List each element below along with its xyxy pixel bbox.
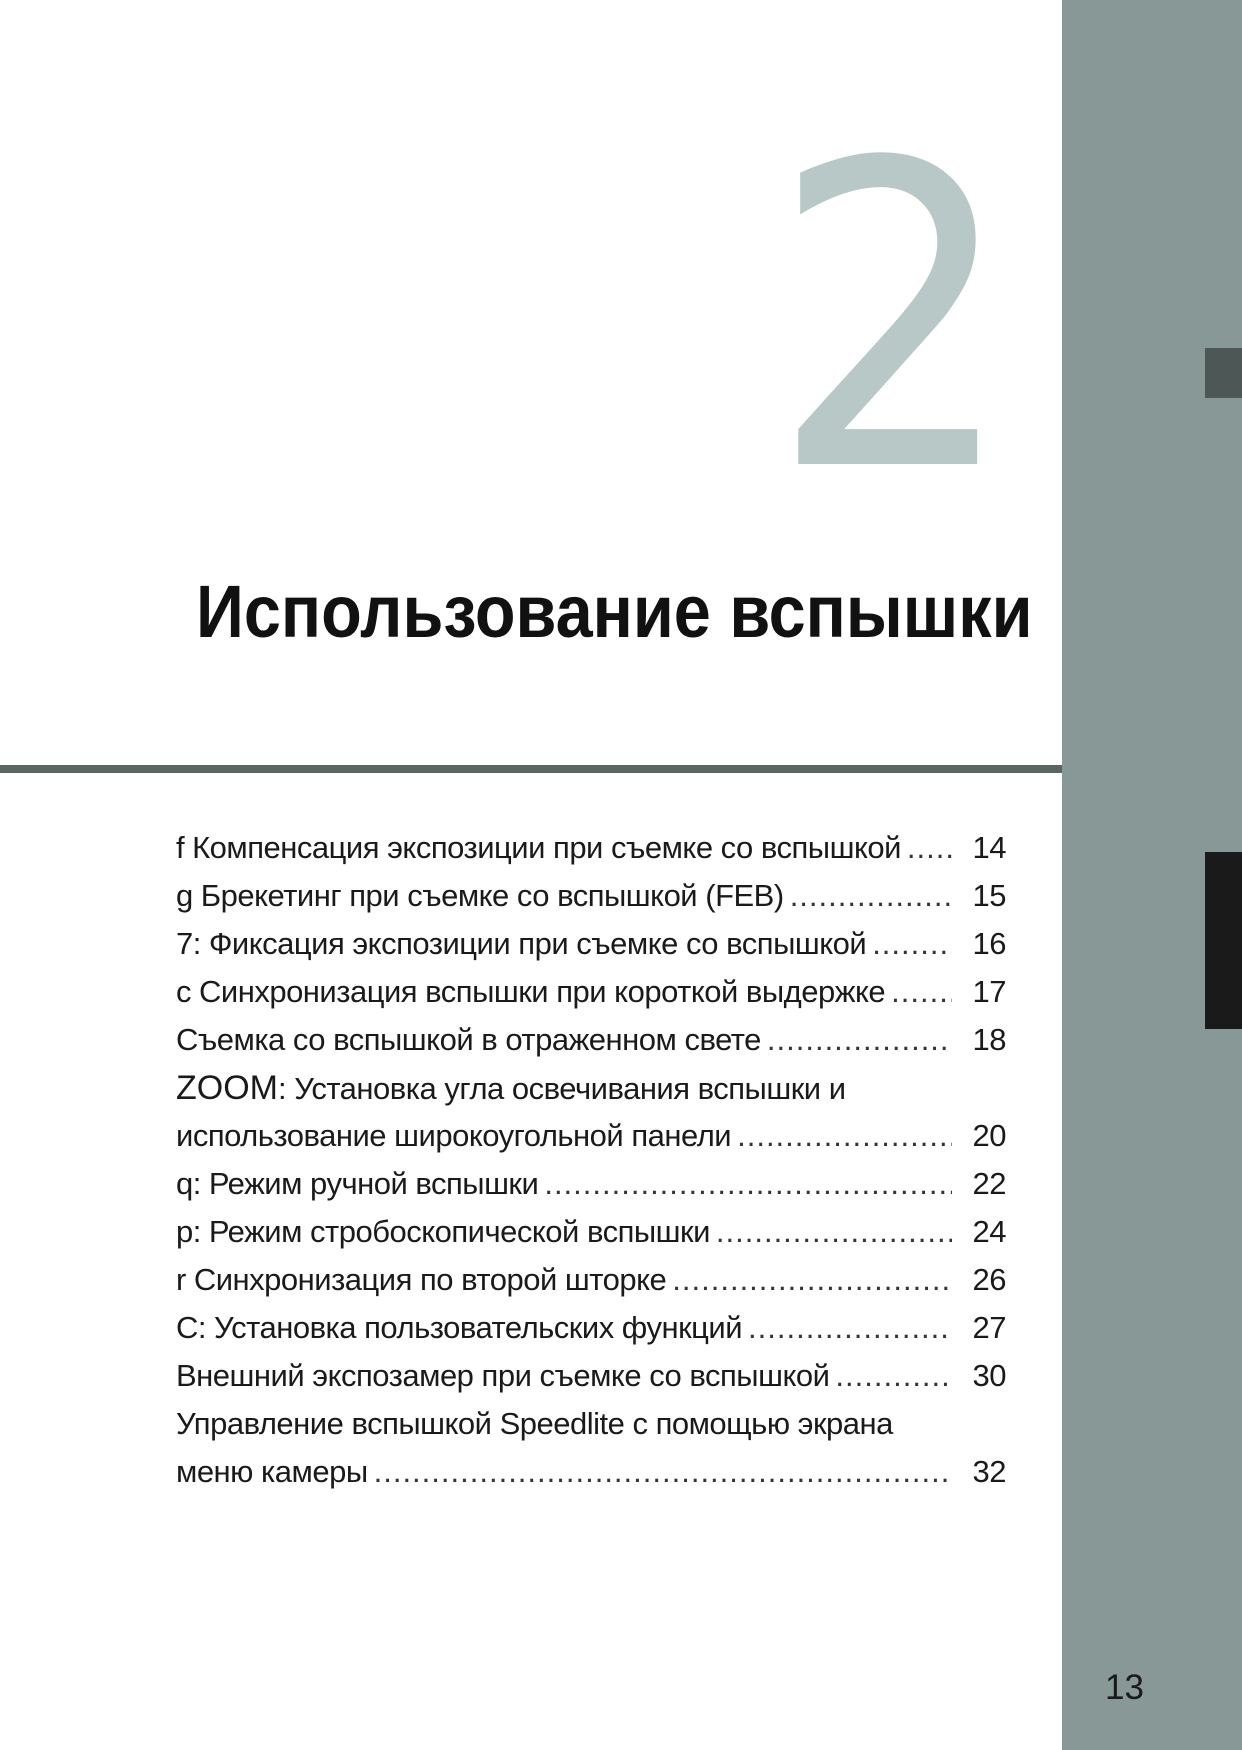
toc-dot-leader: [891, 968, 952, 1016]
toc-entry[interactable]: [176, 824, 1006, 872]
toc-entry-title-continued: использование широкоугольной панели: [176, 1118, 732, 1153]
toc-entry-title: Синхронизация вспышки при короткой выдержке: [199, 974, 886, 1009]
toc-entry[interactable]: [176, 1064, 1006, 1160]
toc-symbol: f: [176, 830, 185, 865]
toc-entry[interactable]: [176, 920, 1006, 968]
toc-entry-title: Съемка со вспышкой в отраженном свете: [176, 1022, 761, 1057]
toc-page-number: 30: [972, 1358, 1006, 1393]
toc-dot-leader: [672, 1256, 952, 1304]
toc-symbol: r: [176, 1262, 186, 1297]
page-number: 13: [1105, 1668, 1144, 1707]
toc-dot-leader: [748, 1304, 952, 1352]
toc-page-number: 20: [972, 1118, 1006, 1153]
toc-dot-leader: [374, 1448, 952, 1496]
chapter-title: Использование вспышки: [196, 570, 1033, 653]
toc-page-number: 18: [972, 1022, 1006, 1057]
toc-entry-title: Режим ручной вспышки: [208, 1166, 539, 1201]
toc-entry-title: Установка пользовательских функций: [214, 1310, 743, 1345]
toc-symbol: g: [176, 878, 193, 913]
title-divider: [0, 765, 1062, 773]
toc-dot-leader: [544, 1160, 952, 1208]
toc-page-number: 17: [972, 974, 1006, 1009]
chapter-number: 2: [770, 75, 1016, 564]
toc-entry[interactable]: [176, 1400, 1006, 1496]
chapter-tab-marker-small: [1205, 348, 1242, 398]
toc-page-number: 22: [972, 1166, 1006, 1201]
toc-symbol: q:: [176, 1166, 201, 1201]
toc-page-number: 14: [972, 830, 1006, 865]
toc-symbol: 7:: [176, 926, 201, 961]
toc-entry-title: Компенсация экспозиции при съемке со вспышкой: [192, 830, 901, 865]
toc-dot-leader: [716, 1208, 952, 1256]
toc-page-number: 32: [972, 1454, 1006, 1489]
toc-page-number: 15: [972, 878, 1006, 913]
toc-entry[interactable]: [176, 1256, 1006, 1304]
toc-entry[interactable]: [176, 1352, 1006, 1400]
toc-page-number: 27: [972, 1310, 1006, 1345]
toc-dot-leader: [907, 824, 952, 872]
toc-dot-leader: [767, 1016, 952, 1064]
toc-entry-title: Фиксация экспозиции при съемке со вспышкой: [208, 926, 867, 961]
toc-page-number: 24: [972, 1214, 1006, 1249]
toc-page-number: 16: [972, 926, 1006, 961]
toc-entry-title: Синхронизация по второй шторке: [193, 1262, 667, 1297]
zoom-symbol: ZOOM: [176, 1069, 278, 1107]
toc-dot-leader: [737, 1112, 952, 1160]
toc-dot-leader: [790, 872, 952, 920]
toc-entry[interactable]: [176, 1208, 1006, 1256]
toc-entry-title-continued: меню камеры: [176, 1454, 368, 1489]
toc-symbol: c: [176, 974, 191, 1009]
toc-entry-title: Управление вспышкой Speedlite с помощью экрана: [176, 1406, 893, 1441]
toc-entry[interactable]: [176, 1016, 1006, 1064]
toc-entry[interactable]: [176, 1160, 1006, 1208]
toc-entry[interactable]: [176, 872, 1006, 920]
toc-dot-leader: [835, 1352, 952, 1400]
toc-entry[interactable]: [176, 1304, 1006, 1352]
toc-symbol: p:: [176, 1214, 201, 1249]
table-of-contents: [176, 824, 1006, 1496]
toc-entry-title: Брекетинг при съемке со вспышкой (FEB): [200, 878, 784, 913]
toc-entry[interactable]: [176, 968, 1006, 1016]
toc-entry-title: Режим стробоскопической вспышки: [208, 1214, 710, 1249]
toc-entry-title: Внешний экспозамер при съемке со вспышкой: [176, 1358, 830, 1393]
toc-entry-title: : Установка угла освечивания вспышки и: [277, 1071, 846, 1106]
toc-dot-leader: [872, 920, 952, 968]
toc-page-number: 26: [972, 1262, 1006, 1297]
chapter-tab-marker-large: [1205, 852, 1242, 1029]
toc-symbol: C:: [176, 1310, 206, 1345]
